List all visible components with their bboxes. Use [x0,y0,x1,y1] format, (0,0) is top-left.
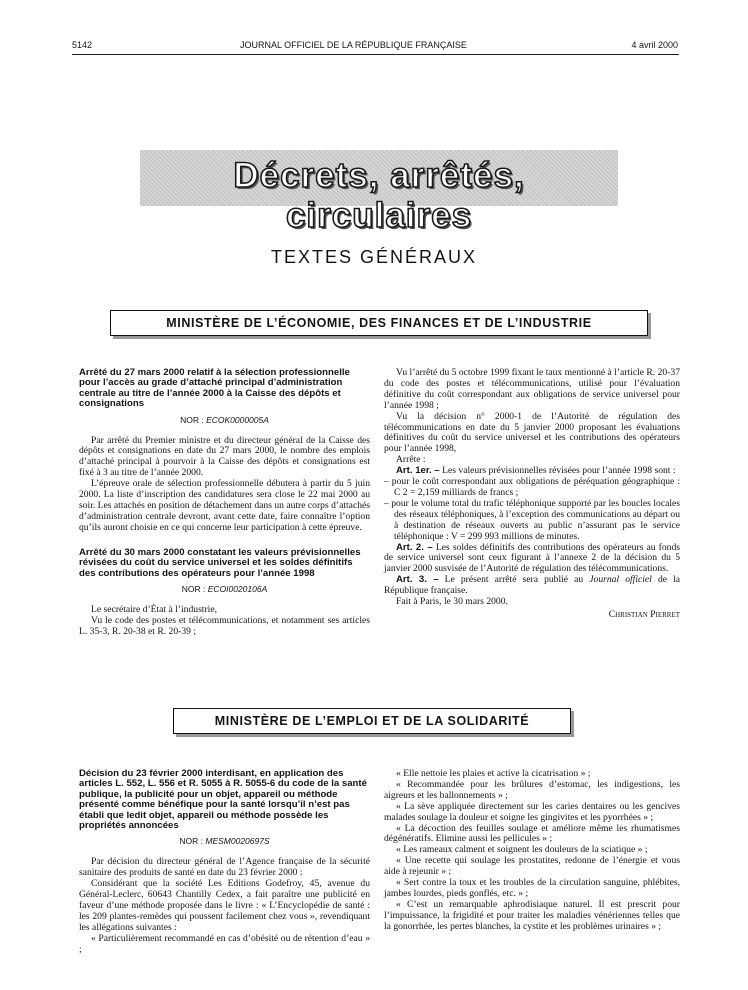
list-item: – pour le volume total du trafic téléphonique supporté par les boucles locales des réseaux téléphoniques, à l’exception des communications au départ ou à destination de réseaux ouverts au public n’assurant pas le service téléphonique : V = 299 993 millions de minutes. [384,497,680,542]
journal-reference: Journal officiel [589,574,652,586]
quote: « Elle nettoie les plaies et active la cicatrisation » ; [396,768,591,779]
quote: « C’est un remarquable aphrodisiaque naturel. Il est prescrit pour l’impuissance, la frigidité et pour traiter les maladies vénériennes telles que la gonorrhée, les pertes blanches, la cystite et les problèmes urinaires » ; [384,898,680,932]
decree-title: Arrêté du 27 mars 2000 relatif à la sélection professionnelle pour l’accès au grade d’attaché principal d’administration centrale au titre de l’année 2000 à la Caisse des dépôts et consignations [79,367,350,410]
decree-title: Arrêté du 30 mars 2000 constatant les valeurs prévisionnelles révisées du coût du service universel et les soldes définitifs des contributions des opérateurs pour l’année 1998 [79,546,361,579]
quote: « Les rameaux calment et soignent les douleurs de la sciatique » ; [396,844,648,856]
article-text: de la République française. [384,574,680,597]
paragraph: Vu la décision n° 2000-1 de l’Autorité de régulation des télécommunications en date du 5 janvier 2000 proposant les évaluations définitives du coût du service universel et les contributions des opérateurs pour l’année 1998, [384,410,680,455]
nor-label: NOR : [179,836,203,847]
issue-date: 4 avril 2000 [631,40,678,50]
quote: « Une recette qui soulage les prostatites, redonne de l’énergie et vous aide à rejeunir » ; [384,855,680,878]
article-3 [384,575,680,597]
nor-label: NOR : [181,583,206,594]
nor-reference [79,836,370,847]
paragraph: Par arrêté du Premier ministre et du directeur général de la Caisse des dépôts et consignations en date du 27 mars 2000, le nombre des emplois d’attaché principal à pourvoir à la Caisse des dépôts et consignations est fixé à 3 au titre de l’année 2000. [79,434,370,479]
nor-label: NOR : [180,414,204,425]
paragraph: Vu le code des postes et télécommunications, et notamment ses articles L. 35-3, R. 20-38 et R. 20-39 ; [79,614,370,637]
left-column-2 [79,769,370,956]
article-text: Les soldes définitifs des contributions des opérateurs au fonds de service universel sont ceux figurant à l’annexe 2 de la décision du 5 janvier 2000 susvisée de l’Autorité de régulation des télécommunications. [384,541,680,575]
paragraph: L’épreuve orale de sélection professionnelle débutera à partir du 5 juin 2000. La liste d’inscription des candidatures sera close le 22 mai 2000 au soir. Les attachés en position de détachement dans un autre corps d’attachés d’administration centrale devront, avant cette date, faire connaître l’option qu’ils auront choisie en ce qui concerne leur participation à cette épreuve. [79,478,370,533]
page-number: 5142 [72,40,93,50]
banner-title: Décrets, arrêtés, circulaires [233,156,525,235]
arrete-label: Arrête : [396,454,426,466]
right-column-2 [384,769,680,933]
signature: Christian Pierret [608,608,680,620]
article-label: Art. 2. – [396,541,433,553]
article-text: Les valeurs prévisionnelles révisées pour l’année 1998 sont : [442,465,676,477]
ministry-economy-heading: MINISTÈRE DE L’ÉCONOMIE, DES FINANCES ET DE L’INDUSTRIE [110,310,648,336]
nor-code: ECOI0020106A [207,583,268,594]
paragraph: « Particulièrement recommandé en cas d’obésité ou de rétention d’eau » ; [79,932,370,955]
nor-reference [79,584,370,595]
paragraph: Considérant que la société Les Editions Godefroy, 45, avenue du Général-Leclerc, 60643 Chantilly Cedex, a fait paraître une publicité en faveur d’une méthode proposée dans le livre : « L’Encyclopédie de santé : les 209 plantes-remèdes qui poussent facilement chez vous », revendiquant les allégations suivantes : [79,878,370,933]
article-2 [384,543,680,576]
quote: « La sève appliquée directement sur les caries dentaires ou les gencives malades soulage la douleur et soigne les gingivites et les pyorrhées » ; [384,800,680,823]
section-title: TEXTES GÉNÉRAUX [270,247,478,267]
paragraph: Le secrétaire d’État à l’industrie, [91,603,217,615]
journal-name: JOURNAL OFFICIEL DE LA RÉPUBLIQUE FRANÇAISE [240,40,467,50]
article-label: Art. 3. – [396,574,439,586]
quote: « La décoction des feuilles soulage et améliore même les rhumatismes dégénératifs. Elimine aussi les pellicules » ; [384,822,680,845]
ministry-employment-heading: MINISTÈRE DE L’EMPLOI ET DE LA SOLIDARITÉ [173,708,571,734]
article-text: Le présent arrêté sera publié au [444,574,590,586]
paragraph: Vu l’arrêté du 5 octobre 1999 fixant le taux mentionné à l’article R. 20-37 du code des postes et télécommunications, utilisé pour l’évaluation définitive du coût correspondant aux obligations de service universel pour l’année 1998 ; [384,367,680,411]
nor-code: MESM0020697S [205,836,270,847]
quote: « Sert contre la toux et les troubles de la circulation sanguine, phlébites, jambes lourdes, pieds gonflés, etc. » ; [384,877,680,899]
banner [140,150,618,235]
left-column-1 [79,368,370,638]
right-column-1 [384,368,680,621]
fait-line: Fait à Paris, le 30 mars 2000. [396,596,508,608]
quote: « Recommandée pour les brûlures d’estomac, les indigestions, les aigreurs et les ballonnements » ; [384,778,680,801]
article-label: Art. 1er. – [396,465,440,477]
paragraph: Par décision du directeur général de l’Agence française de la sécurité sanitaire des produits de santé en date du 23 février 2000 : [79,856,370,879]
value-list [384,477,680,542]
header-rule [72,54,679,55]
list-item: – pour le coût correspondant aux obligations de péréquation géographique : C 2 = 2,159 milliards de francs ; [384,476,680,498]
nor-code: ECOK0000005A [206,414,269,425]
decision-title: Décision du 23 février 2000 interdisant, en application des articles L. 552, L. 556 et R. 5055 à R. 5055-6 du code de la santé publique, la publicité pour un objet, appareil ou méthode présenté comme bénéfique pour la santé lorsqu’il n’est pas établi que ledit objet, appareil ou méthode possède les propriétés annoncées [79,768,367,832]
nor-reference [79,415,370,426]
